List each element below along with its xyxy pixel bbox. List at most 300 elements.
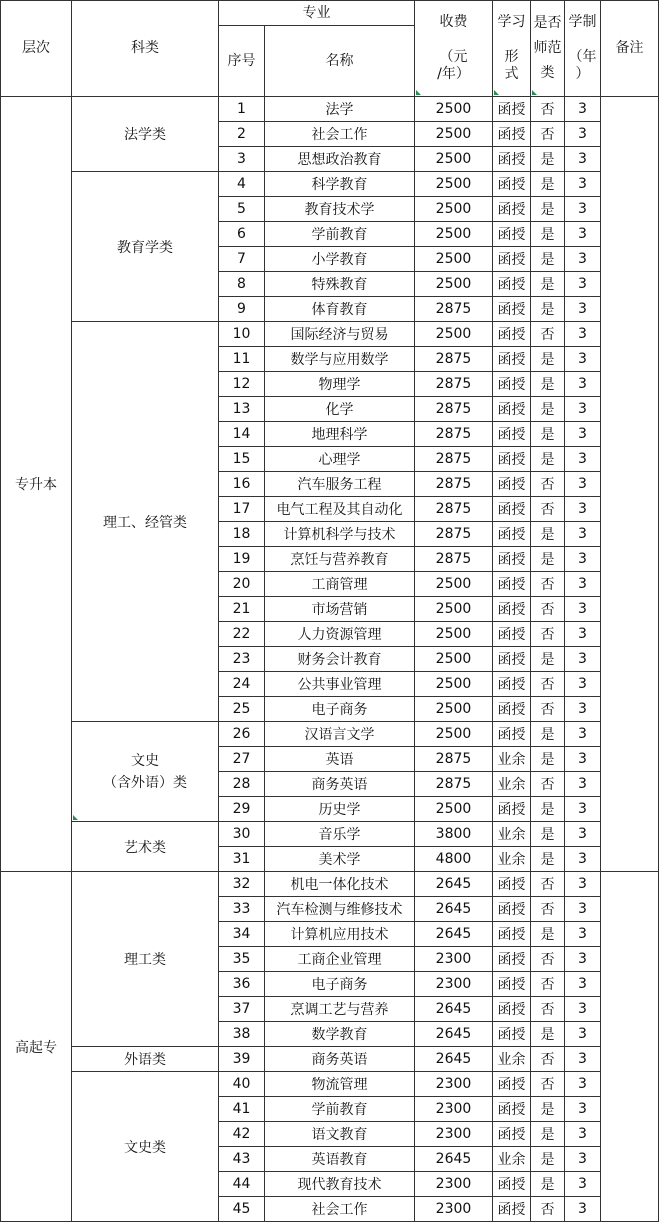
- seq-cell: 40: [219, 1072, 265, 1097]
- fee-cell: 2500: [415, 697, 493, 722]
- years-cell: 3: [565, 122, 601, 147]
- major-name-cell: 市场营销: [265, 597, 415, 622]
- seq-cell: 43: [219, 1147, 265, 1172]
- study-mode-cell: 函授: [493, 972, 531, 997]
- years-cell: 3: [565, 497, 601, 522]
- header-name: 名称: [265, 26, 415, 97]
- header-category: 科类: [72, 1, 219, 97]
- years-cell: 3: [565, 872, 601, 897]
- fee-cell: 2300: [415, 1172, 493, 1197]
- major-name-cell: 财务会计教育: [265, 647, 415, 672]
- normal-cell: 是: [531, 1172, 565, 1197]
- fee-cell: 2875: [415, 347, 493, 372]
- normal-cell: 是: [531, 922, 565, 947]
- seq-cell: 35: [219, 947, 265, 972]
- seq-cell: 34: [219, 922, 265, 947]
- normal-cell: 否: [531, 947, 565, 972]
- seq-cell: 23: [219, 647, 265, 672]
- study-mode-cell: 函授: [493, 422, 531, 447]
- years-cell: 3: [565, 97, 601, 122]
- header-normal: [531, 1, 565, 97]
- fee-cell: 2875: [415, 522, 493, 547]
- fee-cell: 2300: [415, 972, 493, 997]
- major-name-cell: 法学: [265, 97, 415, 122]
- study-mode-cell: 业余: [493, 772, 531, 797]
- study-mode-cell: 业余: [493, 747, 531, 772]
- header-fee-line1: 收费: [439, 14, 468, 30]
- study-mode-cell: 函授: [493, 222, 531, 247]
- major-name-cell: 历史学: [265, 797, 415, 822]
- fee-cell: 2875: [415, 747, 493, 772]
- study-mode-cell: 函授: [493, 1197, 531, 1222]
- fee-cell: 2875: [415, 772, 493, 797]
- fee-cell: 2500: [415, 222, 493, 247]
- fee-cell: 2300: [415, 1072, 493, 1097]
- major-name-cell: 语文教育: [265, 1122, 415, 1147]
- fee-cell: 2500: [415, 97, 493, 122]
- fee-cell: 2500: [415, 722, 493, 747]
- study-mode-cell: 函授: [493, 172, 531, 197]
- seq-cell: 17: [219, 497, 265, 522]
- major-name-cell: 汉语言文学: [265, 722, 415, 747]
- fee-cell: 2500: [415, 647, 493, 672]
- major-name-cell: 化学: [265, 397, 415, 422]
- years-cell: 3: [565, 997, 601, 1022]
- major-name-cell: 教育技术学: [265, 197, 415, 222]
- study-mode-cell: 函授: [493, 297, 531, 322]
- fee-cell: 2300: [415, 947, 493, 972]
- years-cell: 3: [565, 372, 601, 397]
- normal-cell: 否: [531, 697, 565, 722]
- normal-cell: 否: [531, 622, 565, 647]
- major-name-cell: 物理学: [265, 372, 415, 397]
- years-cell: 3: [565, 672, 601, 697]
- study-mode-cell: 函授: [493, 522, 531, 547]
- study-mode-cell: 函授: [493, 722, 531, 747]
- study-mode-cell: 业余: [493, 1047, 531, 1072]
- study-mode-cell: 函授: [493, 1172, 531, 1197]
- study-mode-cell: 函授: [493, 997, 531, 1022]
- years-cell: 3: [565, 1047, 601, 1072]
- years-cell: 3: [565, 1072, 601, 1097]
- years-cell: 3: [565, 647, 601, 672]
- seq-cell: 45: [219, 1197, 265, 1222]
- category-cell: 理工、经管类: [72, 322, 219, 722]
- seq-cell: 18: [219, 522, 265, 547]
- years-cell: 3: [565, 297, 601, 322]
- fee-cell: 2875: [415, 297, 493, 322]
- normal-cell: 否: [531, 122, 565, 147]
- category-line2: （含外语）类: [103, 774, 187, 791]
- major-name-cell: 计算机科学与技术: [265, 522, 415, 547]
- level-cell: 高起专: [1, 872, 72, 1222]
- seq-cell: 24: [219, 672, 265, 697]
- header-fee-line3: /年）: [437, 66, 470, 82]
- table-row: [1, 822, 659, 847]
- study-mode-cell: 函授: [493, 872, 531, 897]
- normal-cell: 是: [531, 1147, 565, 1172]
- seq-cell: 42: [219, 1122, 265, 1147]
- fee-cell: 2500: [415, 172, 493, 197]
- years-cell: 3: [565, 447, 601, 472]
- normal-cell: 是: [531, 197, 565, 222]
- table-row: [1, 1072, 659, 1097]
- major-name-cell: 思想政治教育: [265, 147, 415, 172]
- fee-cell: 2500: [415, 272, 493, 297]
- seq-cell: 15: [219, 447, 265, 472]
- major-name-cell: 计算机应用技术: [265, 922, 415, 947]
- study-mode-cell: 函授: [493, 672, 531, 697]
- years-cell: 3: [565, 572, 601, 597]
- major-name-cell: 小学教育: [265, 247, 415, 272]
- seq-cell: 31: [219, 847, 265, 872]
- seq-cell: 14: [219, 422, 265, 447]
- study-mode-cell: 函授: [493, 472, 531, 497]
- years-cell: 3: [565, 1197, 601, 1222]
- normal-cell: 是: [531, 147, 565, 172]
- study-mode-cell: 函授: [493, 1072, 531, 1097]
- major-name-cell: 工商企业管理: [265, 947, 415, 972]
- header-level: 层次: [1, 1, 72, 97]
- seq-cell: 33: [219, 897, 265, 922]
- seq-cell: 44: [219, 1172, 265, 1197]
- header-years-line2: （年: [568, 49, 597, 65]
- study-mode-cell: 函授: [493, 697, 531, 722]
- fee-cell: 2645: [415, 1047, 493, 1072]
- normal-cell: 否: [531, 972, 565, 997]
- study-mode-cell: 函授: [493, 647, 531, 672]
- normal-cell: 是: [531, 1122, 565, 1147]
- header-fee-line2: （元: [439, 49, 468, 65]
- normal-cell: 是: [531, 172, 565, 197]
- normal-cell: 否: [531, 772, 565, 797]
- seq-cell: 30: [219, 822, 265, 847]
- seq-cell: 8: [219, 272, 265, 297]
- normal-cell: 是: [531, 522, 565, 547]
- years-cell: 3: [565, 1172, 601, 1197]
- years-cell: 3: [565, 147, 601, 172]
- study-mode-cell: 函授: [493, 322, 531, 347]
- years-cell: 3: [565, 1097, 601, 1122]
- study-mode-cell: 函授: [493, 497, 531, 522]
- normal-cell: 是: [531, 222, 565, 247]
- category-cell: 法学类: [72, 97, 219, 172]
- years-cell: 3: [565, 897, 601, 922]
- table-row: [1, 97, 659, 122]
- study-mode-cell: 函授: [493, 897, 531, 922]
- years-cell: 3: [565, 172, 601, 197]
- study-mode-cell: 函授: [493, 1097, 531, 1122]
- normal-cell: 否: [531, 322, 565, 347]
- normal-cell: 否: [531, 1072, 565, 1097]
- study-mode-cell: 函授: [493, 197, 531, 222]
- normal-cell: 否: [531, 997, 565, 1022]
- normal-cell: 是: [531, 372, 565, 397]
- fee-cell: 2645: [415, 872, 493, 897]
- major-name-cell: 物流管理: [265, 1072, 415, 1097]
- normal-cell: 是: [531, 547, 565, 572]
- major-name-cell: 汽车检测与维修技术: [265, 897, 415, 922]
- study-mode-cell: 业余: [493, 822, 531, 847]
- study-mode-cell: 函授: [493, 797, 531, 822]
- normal-cell: 是: [531, 347, 565, 372]
- header-seq: 序号: [219, 26, 265, 97]
- study-mode-cell: 函授: [493, 372, 531, 397]
- years-cell: 3: [565, 597, 601, 622]
- normal-cell: 是: [531, 1022, 565, 1047]
- years-cell: 3: [565, 347, 601, 372]
- fee-cell: 4800: [415, 847, 493, 872]
- fee-cell: 2645: [415, 1147, 493, 1172]
- major-name-cell: 科学教育: [265, 172, 415, 197]
- fee-cell: 2500: [415, 597, 493, 622]
- major-name-cell: 烹饪与营养教育: [265, 547, 415, 572]
- years-cell: 3: [565, 922, 601, 947]
- header-study-line2: 形: [504, 49, 519, 65]
- years-cell: 3: [565, 522, 601, 547]
- normal-cell: 是: [531, 822, 565, 847]
- study-mode-cell: 函授: [493, 622, 531, 647]
- category-cell: [72, 722, 219, 822]
- fee-cell: 2500: [415, 147, 493, 172]
- header-years-line3: ）: [575, 66, 590, 82]
- category-cell: 教育学类: [72, 172, 219, 322]
- table-row: [1, 322, 659, 347]
- major-name-cell: 烹调工艺与营养: [265, 997, 415, 1022]
- normal-cell: 否: [531, 1047, 565, 1072]
- header-normal-line2: 师范: [533, 40, 562, 56]
- study-mode-cell: 函授: [493, 447, 531, 472]
- study-mode-cell: 业余: [493, 847, 531, 872]
- years-cell: 3: [565, 397, 601, 422]
- major-name-cell: 电气工程及其自动化: [265, 497, 415, 522]
- seq-cell: 10: [219, 322, 265, 347]
- study-mode-cell: 函授: [493, 597, 531, 622]
- seq-cell: 29: [219, 797, 265, 822]
- major-name-cell: 机电一体化技术: [265, 872, 415, 897]
- normal-cell: 否: [531, 672, 565, 697]
- major-name-cell: 地理科学: [265, 422, 415, 447]
- years-cell: 3: [565, 472, 601, 497]
- study-mode-cell: 函授: [493, 347, 531, 372]
- fee-cell: 2875: [415, 497, 493, 522]
- normal-cell: 是: [531, 1097, 565, 1122]
- fee-cell: 3800: [415, 822, 493, 847]
- header-normal-line1: 是否: [533, 15, 562, 31]
- normal-cell: 否: [531, 1197, 565, 1222]
- header-major: 专业: [219, 1, 415, 26]
- normal-cell: 否: [531, 497, 565, 522]
- years-cell: 3: [565, 797, 601, 822]
- study-mode-cell: 函授: [493, 922, 531, 947]
- remark-cell: [601, 97, 659, 872]
- fee-cell: 2875: [415, 397, 493, 422]
- seq-cell: 5: [219, 197, 265, 222]
- normal-cell: 否: [531, 597, 565, 622]
- category-cell: 外语类: [72, 1047, 219, 1072]
- fee-cell: 2875: [415, 472, 493, 497]
- normal-cell: 是: [531, 447, 565, 472]
- study-mode-cell: 函授: [493, 122, 531, 147]
- fee-cell: 2300: [415, 1122, 493, 1147]
- seq-cell: 19: [219, 547, 265, 572]
- normal-cell: 是: [531, 272, 565, 297]
- years-cell: 3: [565, 622, 601, 647]
- seq-cell: 2: [219, 122, 265, 147]
- seq-cell: 26: [219, 722, 265, 747]
- seq-cell: 13: [219, 397, 265, 422]
- fee-cell: 2500: [415, 622, 493, 647]
- major-name-cell: 学前教育: [265, 1097, 415, 1122]
- header-study-line3: 式: [504, 66, 519, 82]
- study-mode-cell: 函授: [493, 947, 531, 972]
- study-mode-cell: 函授: [493, 547, 531, 572]
- seq-cell: 7: [219, 247, 265, 272]
- seq-cell: 21: [219, 597, 265, 622]
- major-name-cell: 公共事业管理: [265, 672, 415, 697]
- years-cell: 3: [565, 697, 601, 722]
- normal-cell: 是: [531, 847, 565, 872]
- major-name-cell: 英语教育: [265, 1147, 415, 1172]
- fee-cell: 2875: [415, 372, 493, 397]
- table-row: [1, 872, 659, 897]
- study-mode-cell: 函授: [493, 272, 531, 297]
- major-name-cell: 商务英语: [265, 1047, 415, 1072]
- seq-cell: 41: [219, 1097, 265, 1122]
- normal-cell: 是: [531, 247, 565, 272]
- years-cell: 3: [565, 822, 601, 847]
- seq-cell: 11: [219, 347, 265, 372]
- fee-cell: 2500: [415, 797, 493, 822]
- years-cell: 3: [565, 322, 601, 347]
- fee-cell: 2645: [415, 897, 493, 922]
- major-name-cell: 特殊教育: [265, 272, 415, 297]
- fee-cell: 2875: [415, 547, 493, 572]
- seq-cell: 32: [219, 872, 265, 897]
- seq-cell: 6: [219, 222, 265, 247]
- study-mode-cell: 函授: [493, 1022, 531, 1047]
- years-cell: 3: [565, 772, 601, 797]
- normal-cell: 是: [531, 297, 565, 322]
- fee-cell: 2645: [415, 922, 493, 947]
- years-cell: 3: [565, 972, 601, 997]
- major-name-cell: 数学与应用数学: [265, 347, 415, 372]
- category-cell: 文史类: [72, 1072, 219, 1222]
- level-cell: 专升本: [1, 97, 72, 872]
- category-cell: 艺术类: [72, 822, 219, 872]
- seq-cell: 38: [219, 1022, 265, 1047]
- normal-cell: 是: [531, 397, 565, 422]
- years-cell: 3: [565, 547, 601, 572]
- table-header: [1, 1, 659, 97]
- seq-cell: 37: [219, 997, 265, 1022]
- normal-cell: 是: [531, 747, 565, 772]
- seq-cell: 4: [219, 172, 265, 197]
- seq-cell: 3: [219, 147, 265, 172]
- major-name-cell: 国际经济与贸易: [265, 322, 415, 347]
- years-cell: 3: [565, 197, 601, 222]
- years-cell: 3: [565, 722, 601, 747]
- normal-cell: 否: [531, 472, 565, 497]
- seq-cell: 25: [219, 697, 265, 722]
- years-cell: 3: [565, 747, 601, 772]
- table-row: [1, 722, 659, 747]
- normal-cell: 否: [531, 572, 565, 597]
- remark-cell: [601, 872, 659, 1222]
- major-name-cell: 社会工作: [265, 1197, 415, 1222]
- major-name-cell: 商务英语: [265, 772, 415, 797]
- normal-cell: 否: [531, 897, 565, 922]
- fee-cell: 2300: [415, 1097, 493, 1122]
- years-cell: 3: [565, 222, 601, 247]
- seq-cell: 27: [219, 747, 265, 772]
- table-row: [1, 172, 659, 197]
- seq-cell: 12: [219, 372, 265, 397]
- major-name-cell: 社会工作: [265, 122, 415, 147]
- header-years: [565, 1, 601, 97]
- category-line1: 文史: [131, 752, 159, 769]
- fee-cell: 2500: [415, 197, 493, 222]
- study-mode-cell: 业余: [493, 1147, 531, 1172]
- fee-cell: 2300: [415, 1197, 493, 1222]
- normal-cell: 否: [531, 872, 565, 897]
- fee-cell: 2875: [415, 447, 493, 472]
- years-cell: 3: [565, 247, 601, 272]
- fee-cell: 2645: [415, 1022, 493, 1047]
- header-study-mode: [493, 1, 531, 97]
- major-name-cell: 电子商务: [265, 697, 415, 722]
- major-name-cell: 心理学: [265, 447, 415, 472]
- years-cell: 3: [565, 1022, 601, 1047]
- fee-cell: 2500: [415, 122, 493, 147]
- header-years-line1: 学制: [568, 14, 597, 30]
- header-remark: 备注: [601, 1, 659, 97]
- normal-cell: 是: [531, 422, 565, 447]
- normal-cell: 是: [531, 647, 565, 672]
- seq-cell: 36: [219, 972, 265, 997]
- fee-cell: 2500: [415, 247, 493, 272]
- normal-cell: 是: [531, 722, 565, 747]
- study-mode-cell: 函授: [493, 97, 531, 122]
- study-mode-cell: 函授: [493, 397, 531, 422]
- major-name-cell: 美术学: [265, 847, 415, 872]
- years-cell: 3: [565, 272, 601, 297]
- years-cell: 3: [565, 1147, 601, 1172]
- table-body: [1, 97, 659, 1222]
- seq-cell: 16: [219, 472, 265, 497]
- fee-cell: 2645: [415, 997, 493, 1022]
- study-mode-cell: 函授: [493, 147, 531, 172]
- category-cell: 理工类: [72, 872, 219, 1047]
- normal-cell: 否: [531, 97, 565, 122]
- major-name-cell: 汽车服务工程: [265, 472, 415, 497]
- study-mode-cell: 函授: [493, 247, 531, 272]
- major-name-cell: 学前教育: [265, 222, 415, 247]
- major-name-cell: 工商管理: [265, 572, 415, 597]
- years-cell: 3: [565, 947, 601, 972]
- header-normal-line3: 类: [540, 65, 555, 81]
- header-study-line1: 学习: [497, 14, 526, 30]
- header-fee: [415, 1, 493, 97]
- seq-cell: 1: [219, 97, 265, 122]
- fee-cell: 2500: [415, 322, 493, 347]
- major-name-cell: 英语: [265, 747, 415, 772]
- major-name-cell: 体育教育: [265, 297, 415, 322]
- years-cell: 3: [565, 422, 601, 447]
- fee-cell: 2875: [415, 422, 493, 447]
- seq-cell: 20: [219, 572, 265, 597]
- normal-cell: 是: [531, 797, 565, 822]
